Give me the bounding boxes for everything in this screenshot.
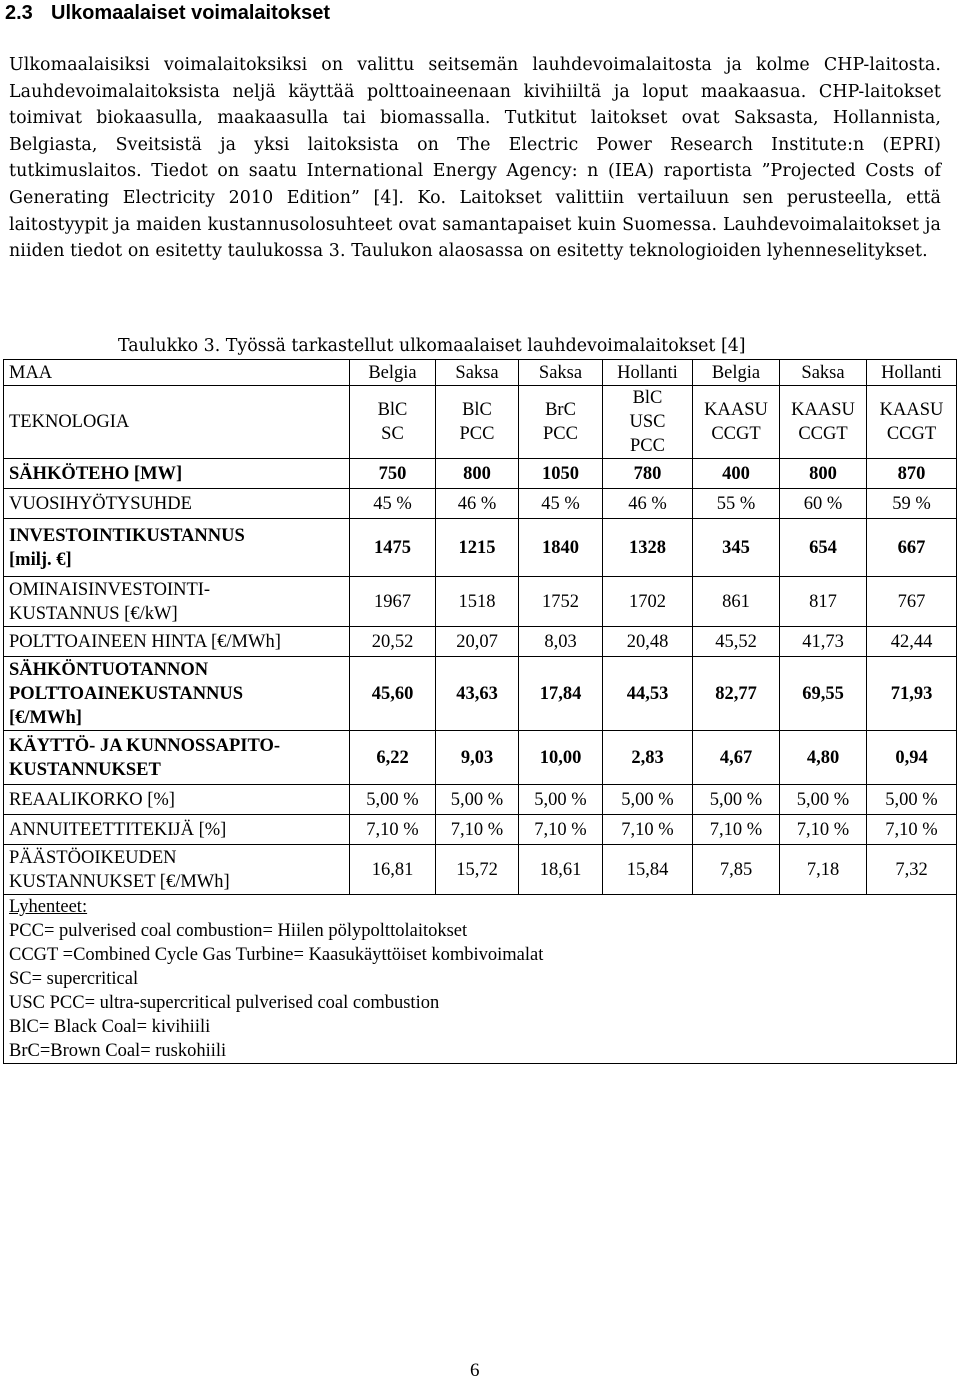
- table-row: [4, 489, 957, 519]
- value-cell: 1475: [350, 519, 436, 577]
- value-cell: 45 %: [350, 489, 436, 519]
- value-cell: 45,52: [693, 627, 780, 657]
- body-paragraph: Ulkomaalaisiksi voimalaitoksiksi on valittu seitsemän lauhdevoimalaitosta ja kolme CHP-laitosta. Lauhdevoimalaitoksista neljä käyttää polttoaineenaan kivihiiltä ja loput maakaasua. CHP-laitokset toimivat biokaasulla, maakaasulla tai biomassalla. Tutkitut laitokset ovat Saksasta, Hollannista, Belgiasta, Sveitsistä ja yksi laitoksista on The Electric Power Research Institute:n (EPRI) tutkimuslaitos. Tiedot on saatu International Energy Agency: n (IEA) raportista ”Projected Costs of Generating Electricity 2010 Edition” [4]. Ko. Laitokset valittiin vertailuun sen perusteella, että laitostyypit ja maiden kustannusolosuhteet ovat samantapaiset kuin Suomessa. Lauhdevoimalaitokset ja niiden tiedot on esitetty taulukossa 3. Taulukon alaosassa on esitetty teknologioiden lyhenneselitykset.: [9, 55, 941, 262]
- row-label-line: KUSTANNUS [€/kW]: [9, 603, 178, 624]
- row-label: [4, 360, 350, 386]
- table-row: [4, 731, 957, 785]
- value-cell: [603, 386, 693, 459]
- value-cell: 7,10 %: [603, 815, 693, 845]
- value-cell: 654: [780, 519, 867, 577]
- value-cell: Belgia: [693, 360, 780, 386]
- value-cell: 0,94: [867, 731, 957, 785]
- row-label-line: MAA: [9, 362, 53, 383]
- value-cell: 817: [780, 577, 867, 627]
- value-cell: 1967: [350, 577, 436, 627]
- value-line: PCC: [630, 436, 665, 456]
- value-cell: 5,00 %: [603, 785, 693, 815]
- value-cell: 1702: [603, 577, 693, 627]
- value-cell: Saksa: [519, 360, 603, 386]
- row-label-line: REAALIKORKO [%]: [9, 789, 175, 810]
- value-cell: 5,00 %: [867, 785, 957, 815]
- value-cell: 400: [693, 459, 780, 489]
- row-label: [4, 627, 350, 657]
- value-line: BlC: [462, 400, 492, 420]
- value-line: CCGT: [798, 424, 848, 444]
- value-cell: 41,73: [780, 627, 867, 657]
- value-cell: 46 %: [436, 489, 519, 519]
- row-label-line: KUSTANNUKSET: [9, 759, 161, 780]
- value-line: KAASU: [791, 400, 855, 420]
- section-title: Ulkomaalaiset voimalaitokset: [51, 2, 331, 24]
- value-cell: 69,55: [780, 657, 867, 731]
- value-cell: Hollanti: [867, 360, 957, 386]
- value-cell: [780, 386, 867, 459]
- row-label-line: TEKNOLOGIA: [9, 412, 130, 432]
- page-number: 6: [470, 1360, 480, 1381]
- table-row: [4, 386, 957, 459]
- table-row: [4, 785, 957, 815]
- abbreviations-row: [4, 895, 957, 1064]
- value-cell: 45,60: [350, 657, 436, 731]
- value-cell: 800: [780, 459, 867, 489]
- row-label: [4, 519, 350, 577]
- value-cell: Saksa: [780, 360, 867, 386]
- row-label-line: [€/MWh]: [9, 707, 82, 728]
- value-cell: 1050: [519, 459, 603, 489]
- value-line: USC: [629, 412, 666, 432]
- value-line: CCGT: [711, 424, 761, 444]
- abbreviation-item: USC PCC= ultra-supercritical pulverised coal combustion: [9, 993, 440, 1013]
- table-row: [4, 577, 957, 627]
- abbreviation-item: PCC= pulverised coal combustion= Hiilen pölypolttolaitokset: [9, 921, 468, 941]
- row-label-line: PÄÄSTÖOIKEUDEN: [9, 847, 177, 868]
- value-cell: Saksa: [436, 360, 519, 386]
- value-cell: 45 %: [519, 489, 603, 519]
- value-cell: 55 %: [693, 489, 780, 519]
- value-line: KAASU: [704, 400, 768, 420]
- value-cell: 9,03: [436, 731, 519, 785]
- section-heading: [5, 0, 330, 26]
- value-cell: 15,72: [436, 845, 519, 895]
- value-cell: 5,00 %: [436, 785, 519, 815]
- row-label: [4, 459, 350, 489]
- value-cell: 42,44: [867, 627, 957, 657]
- value-cell: 7,10 %: [436, 815, 519, 845]
- value-cell: [350, 386, 436, 459]
- value-line: BlC: [377, 400, 408, 420]
- value-cell: 7,10 %: [780, 815, 867, 845]
- value-cell: 7,10 %: [350, 815, 436, 845]
- value-cell: 870: [867, 459, 957, 489]
- value-cell: 43,63: [436, 657, 519, 731]
- value-cell: 46 %: [603, 489, 693, 519]
- value-cell: 1215: [436, 519, 519, 577]
- value-cell: 71,93: [867, 657, 957, 731]
- table-row: [4, 519, 957, 577]
- value-line: KAASU: [879, 400, 944, 420]
- row-label: [4, 657, 350, 731]
- value-cell: 667: [867, 519, 957, 577]
- value-cell: 5,00 %: [780, 785, 867, 815]
- value-cell: 750: [350, 459, 436, 489]
- row-label-line: KUSTANNUKSET [€/MWh]: [9, 871, 230, 892]
- abbreviation-item: SC= supercritical: [9, 969, 139, 989]
- value-line: CCGT: [886, 424, 937, 444]
- value-cell: 6,22: [350, 731, 436, 785]
- value-cell: 7,10 %: [693, 815, 780, 845]
- value-cell: 2,83: [603, 731, 693, 785]
- row-label-line: ANNUITEETTITEKIJÄ [%]: [9, 819, 227, 840]
- row-label: [4, 785, 350, 815]
- row-label: [4, 815, 350, 845]
- value-cell: 17,84: [519, 657, 603, 731]
- value-cell: 780: [603, 459, 693, 489]
- table-row: [4, 815, 957, 845]
- value-cell: [867, 386, 957, 459]
- value-cell: 20,07: [436, 627, 519, 657]
- value-cell: 800: [436, 459, 519, 489]
- row-label: [4, 731, 350, 785]
- abbreviation-item: CCGT =Combined Cycle Gas Turbine= Kaasukäyttöiset kombivoimalat: [9, 945, 544, 965]
- value-cell: 861: [693, 577, 780, 627]
- value-cell: 60 %: [780, 489, 867, 519]
- value-cell: 7,10 %: [867, 815, 957, 845]
- value-cell: Belgia: [350, 360, 436, 386]
- value-cell: 7,32: [867, 845, 957, 895]
- row-label: [4, 577, 350, 627]
- value-cell: Hollanti: [603, 360, 693, 386]
- row-label-line: INVESTOINTIKUSTANNUS: [9, 525, 245, 546]
- value-line: PCC: [543, 424, 578, 444]
- table-row: [4, 627, 957, 657]
- abbreviations-title: Lyhenteet:: [9, 897, 88, 917]
- value-cell: 345: [693, 519, 780, 577]
- value-cell: 59 %: [867, 489, 957, 519]
- value-line: BlC: [632, 388, 663, 408]
- abbreviation-item: BlC= Black Coal= kivihiili: [9, 1017, 211, 1037]
- value-cell: 4,67: [693, 731, 780, 785]
- value-cell: 1328: [603, 519, 693, 577]
- table-row: [4, 360, 957, 386]
- value-cell: 4,80: [780, 731, 867, 785]
- table-row: [4, 845, 957, 895]
- value-cell: 82,77: [693, 657, 780, 731]
- value-cell: 20,48: [603, 627, 693, 657]
- value-line: SC: [381, 424, 404, 444]
- value-cell: 7,10 %: [519, 815, 603, 845]
- row-label-line: VUOSIHYÖTYSUHDE: [9, 493, 192, 514]
- value-line: PCC: [459, 424, 495, 444]
- value-cell: 10,00: [519, 731, 603, 785]
- value-line: BrC: [545, 400, 576, 420]
- value-cell: 5,00 %: [350, 785, 436, 815]
- value-cell: 5,00 %: [519, 785, 603, 815]
- power-plant-table: [3, 359, 957, 1064]
- value-cell: 18,61: [519, 845, 603, 895]
- section-number: 2.3: [5, 2, 33, 24]
- value-cell: 5,00 %: [693, 785, 780, 815]
- value-cell: 1840: [519, 519, 603, 577]
- row-label-line: KÄYTTÖ- JA KUNNOSSAPITO-: [9, 735, 281, 756]
- value-cell: 15,84: [603, 845, 693, 895]
- table-row: [4, 459, 957, 489]
- value-cell: [693, 386, 780, 459]
- value-cell: 16,81: [350, 845, 436, 895]
- value-cell: 20,52: [350, 627, 436, 657]
- value-cell: 7,18: [780, 845, 867, 895]
- value-cell: 767: [867, 577, 957, 627]
- abbreviation-item: BrC=Brown Coal= ruskohiili: [9, 1041, 227, 1061]
- value-cell: [519, 386, 603, 459]
- value-cell: 1752: [519, 577, 603, 627]
- abbreviations-cell: [4, 895, 957, 1064]
- value-cell: 7,85: [693, 845, 780, 895]
- table-caption: Taulukko 3. Työssä tarkastellut ulkomaalaiset lauhdevoimalaitokset [4]: [118, 336, 746, 356]
- value-cell: 44,53: [603, 657, 693, 731]
- value-cell: 1518: [436, 577, 519, 627]
- row-label: [4, 386, 350, 459]
- value-cell: 8,03: [519, 627, 603, 657]
- row-label-line: POLTTOAINEEN HINTA [€/MWh]: [9, 631, 281, 652]
- value-cell: [436, 386, 519, 459]
- row-label-line: SÄHKÖNTUOTANNON: [9, 659, 209, 680]
- row-label-line: POLTTOAINEKUSTANNUS: [9, 683, 244, 704]
- row-label: [4, 845, 350, 895]
- row-label-line: SÄHKÖTEHO [MW]: [9, 463, 183, 484]
- row-label-line: OMINAISINVESTOINTI-: [9, 579, 211, 600]
- row-label: [4, 489, 350, 519]
- row-label-line: [milj. €]: [9, 549, 72, 570]
- table-row: [4, 657, 957, 731]
